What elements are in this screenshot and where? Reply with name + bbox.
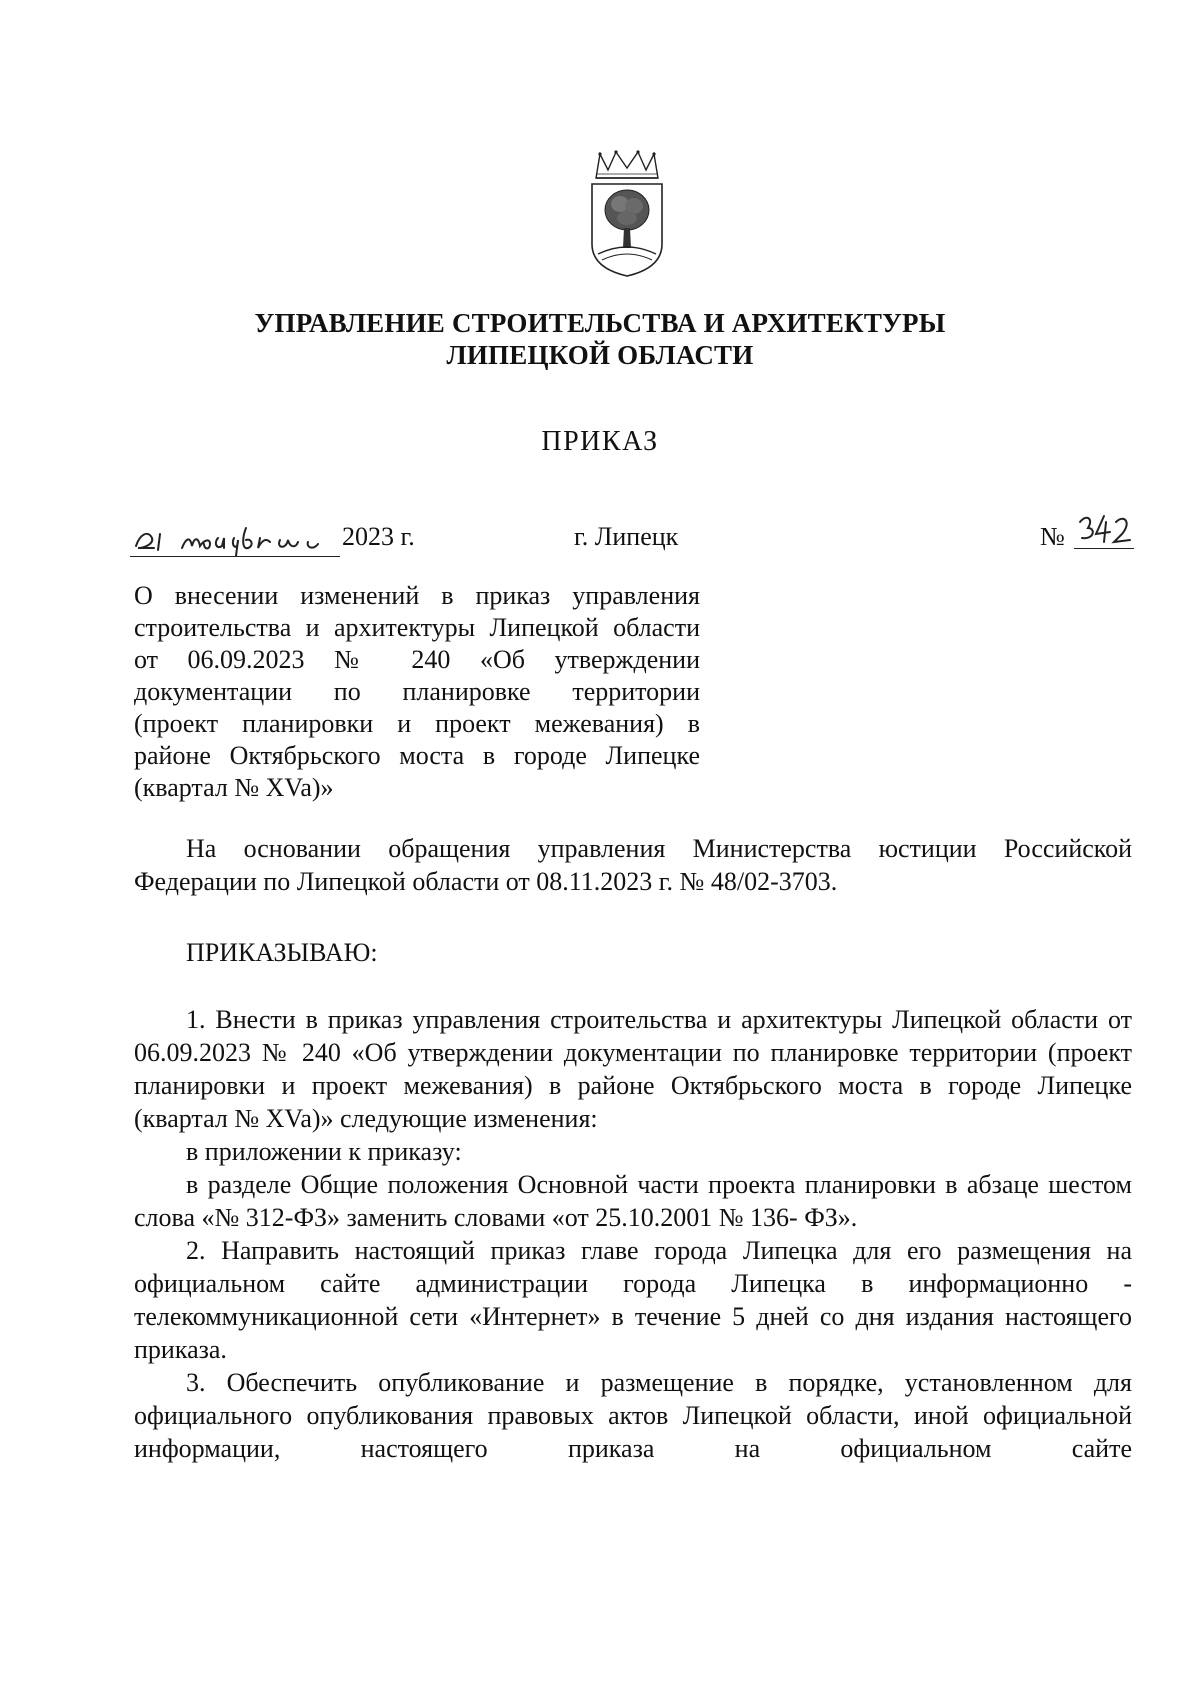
coat-of-arms-icon <box>586 148 668 278</box>
subject-line: районе Октябрьского моста в городе Липецке <box>134 741 700 770</box>
order-item-3: 3. Обеспечить опубликование и размещение в порядке, установленном для официального опубликования правовых актов Липецкой области, иной официальной информации, настоящего приказа на официальном сайте <box>134 1368 1132 1463</box>
order-word: ПРИКАЗЫВАЮ: <box>186 938 378 967</box>
document-year: 2023 г. <box>342 522 415 551</box>
number-label: № <box>1040 522 1065 551</box>
subject-line: (квартал № XVa)» <box>134 773 334 802</box>
order-item-1-sub-1: в приложении к приказу: <box>186 1137 462 1166</box>
subject-line: (проект планировки и проект межевания) в <box>134 709 700 738</box>
subject-line: от 06.09.2023 № 240 «Об утверждении <box>134 645 700 674</box>
subject-line: документации по планировке территории <box>134 677 700 706</box>
document-subject <box>134 580 700 804</box>
subject-line: строительства и архитектуры Липецкой области <box>134 613 700 642</box>
handwritten-date-signature <box>130 512 340 556</box>
handwritten-date <box>130 512 340 557</box>
order-item-2: 2. Направить настоящий приказ главе города Липецка для его размещения на официальном сайте администрации города Липецка в информационно - телекоммуникационной сети «Интернет» в течение 5 дней со дня издания настоящего приказа. <box>134 1236 1132 1364</box>
handwritten-number-signature <box>1074 508 1134 548</box>
date-number-line <box>130 522 1130 566</box>
handwritten-number <box>1074 508 1134 549</box>
document-city: г. Липецк <box>574 522 679 551</box>
organization-name-line2: ЛИПЕЦКОЙ ОБЛАСТИ <box>446 340 754 370</box>
organization-name-line1: УПРАВЛЕНИЕ СТРОИТЕЛЬСТВА И АРХИТЕКТУРЫ <box>254 308 946 338</box>
order-item-1-sub-2: в разделе Общие положения Основной части проекта планировки в абзаце шестом слова «№ 312-ФЗ» заменить словами «от 25.10.2001 № 136- ФЗ». <box>134 1170 1132 1232</box>
document-type-title: ПРИКАЗ <box>541 426 659 457</box>
basis-paragraph: На основании обращения управления Министерства юстиции Российской Федерации по Липецкой области от 08.11.2023 г. № 48/02-3703. <box>134 834 1132 896</box>
subject-line: О внесении изменений в приказ управления <box>134 581 700 610</box>
order-item-1: 1. Внести в приказ управления строительства и архитектуры Липецкой области от 06.09.2023 № 240 «Об утверждении документации по планировке территории (проект планировки и проект межевания) в районе Октябрьского моста в городе Липецке (квартал № XVa)» следующие изменения: <box>134 1005 1132 1133</box>
order-items <box>134 1003 1132 1465</box>
